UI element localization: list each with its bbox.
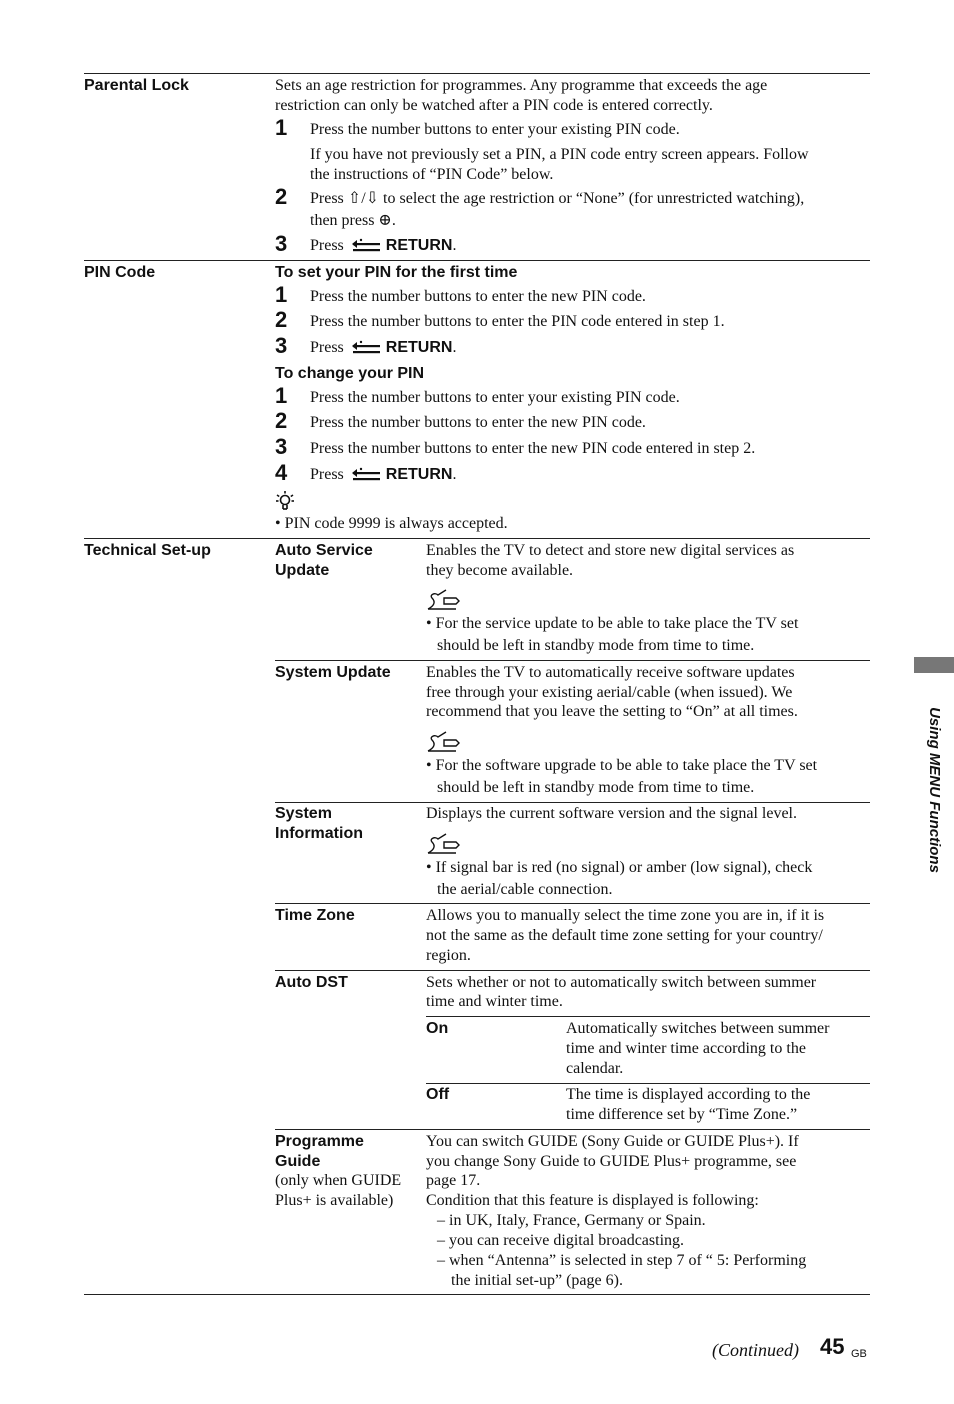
step-number: 1 bbox=[275, 383, 288, 408]
programme-guide-desc-3: page 17. bbox=[426, 1172, 481, 1189]
technical-setup-label: Technical Set-up bbox=[84, 542, 211, 559]
programme-guide-item-2: – you can receive digital broadcasting. bbox=[437, 1232, 685, 1249]
auto-service-label-1: Auto Service bbox=[275, 542, 373, 559]
programme-guide-sub-1: (only when GUIDE bbox=[275, 1172, 402, 1189]
parental-step-1: Press the number buttons to enter your existing PIN code. bbox=[310, 121, 680, 138]
parental-lock-label: Parental Lock bbox=[84, 77, 189, 94]
auto-dst-on-desc-2: time and winter time according to the bbox=[566, 1040, 806, 1057]
step-number: 2 bbox=[275, 184, 288, 209]
auto-service-note-2: should be left in standby mode from time to time. bbox=[437, 637, 755, 654]
pin-first-time-heading: To set your PIN for the first time bbox=[275, 264, 518, 281]
system-info-label-2: Information bbox=[275, 825, 363, 842]
press-text: Press bbox=[310, 237, 344, 254]
pin-ft-step-2: Press the number buttons to enter the PIN code entered in step 1. bbox=[310, 313, 725, 330]
auto-service-note-1: • For the service update to be able to take place the TV set bbox=[426, 615, 799, 632]
system-update-note-2: should be left in standby mode from time to time. bbox=[437, 779, 755, 796]
step-number: 2 bbox=[275, 408, 288, 433]
system-update-desc-2: free through your existing aerial/cable (when issued). We bbox=[426, 684, 793, 701]
auto-dst-off-label: Off bbox=[426, 1086, 450, 1103]
programme-guide-condition: Condition that this feature is displayed is following: bbox=[426, 1192, 759, 1209]
system-info-note-2: the aerial/cable connection. bbox=[437, 881, 613, 898]
auto-service-label-2: Update bbox=[275, 562, 330, 579]
pin-ch-step-3: Press the number buttons to enter the new PIN code entered in step 2. bbox=[310, 440, 756, 457]
auto-dst-on-desc-1: Automatically switches between summer bbox=[566, 1020, 830, 1037]
rule-auto-dst bbox=[275, 970, 870, 971]
note-pencil-icon bbox=[426, 588, 460, 612]
continued-label: (Continued) bbox=[712, 1340, 799, 1360]
system-update-desc-1: Enables the TV to automatically receive software updates bbox=[426, 664, 795, 681]
section-tab-marker bbox=[914, 657, 954, 673]
auto-dst-off-desc-1: The time is displayed according to the bbox=[566, 1086, 811, 1103]
hint-lightbulb-icon bbox=[275, 490, 295, 512]
page-region: GB bbox=[851, 1348, 867, 1360]
rule-system-info bbox=[275, 802, 870, 803]
section-side-title: Using MENU Functions bbox=[926, 707, 943, 873]
auto-dst-desc-1: Sets whether or not to automatically switch between summer bbox=[426, 974, 817, 991]
parental-lock-desc-2: restriction can only be watched after a PIN code is entered correctly. bbox=[275, 97, 713, 114]
rule-dst-off bbox=[426, 1083, 870, 1084]
time-zone-desc-2: not the same as the default time zone setting for your country/ bbox=[426, 927, 823, 944]
pin-ch-step-2: Press the number buttons to enter the new PIN code. bbox=[310, 414, 646, 431]
pin-hint-text: • PIN code 9999 is always accepted. bbox=[275, 515, 508, 532]
note-pencil-icon bbox=[426, 730, 460, 754]
pin-change-heading: To change your PIN bbox=[275, 365, 425, 382]
auto-service-desc-2: they become available. bbox=[426, 562, 574, 579]
time-zone-desc-1: Allows you to manually select the time zone you are in, if it is bbox=[426, 907, 825, 924]
press-text: Press bbox=[310, 466, 344, 483]
programme-guide-label-1: Programme bbox=[275, 1133, 364, 1150]
return-icon bbox=[352, 340, 382, 354]
system-update-label: System Update bbox=[275, 664, 391, 681]
step-number: 3 bbox=[275, 434, 288, 459]
step-number: 1 bbox=[275, 115, 288, 140]
pin-ft-step-3: Press RETURN. bbox=[310, 339, 457, 356]
time-zone-desc-3: region. bbox=[426, 947, 471, 964]
note-pencil-icon bbox=[426, 832, 460, 856]
parental-step-1-note-1: If you have not previously set a PIN, a PIN code entry screen appears. Follow bbox=[310, 146, 809, 163]
programme-guide-item-3-1: – when “Antenna” is selected in step 7 of “ 5: Performing bbox=[437, 1252, 807, 1269]
auto-service-desc-1: Enables the TV to detect and store new digital services as bbox=[426, 542, 795, 559]
system-info-desc: Displays the current software version and the signal level. bbox=[426, 805, 797, 822]
parental-step-3: Press RETURN. bbox=[310, 237, 457, 254]
system-info-note-1: • If signal bar is red (no signal) or amber (low signal), check bbox=[426, 859, 813, 876]
page-number: 45 bbox=[820, 1334, 845, 1359]
return-label: RETURN bbox=[385, 466, 453, 483]
rule-dst-on bbox=[426, 1016, 870, 1017]
rule-pin-code bbox=[84, 260, 870, 261]
time-zone-label: Time Zone bbox=[275, 907, 355, 924]
rule-time-zone bbox=[275, 903, 870, 904]
rule-bottom bbox=[84, 1294, 870, 1295]
step-number: 4 bbox=[275, 460, 288, 485]
rule-programme-guide bbox=[275, 1129, 870, 1130]
pin-ft-step-1: Press the number buttons to enter the new PIN code. bbox=[310, 288, 646, 305]
auto-dst-off-desc-2: time difference set by “Time Zone.” bbox=[566, 1106, 798, 1123]
system-update-desc-3: recommend that you leave the setting to “On” at all times. bbox=[426, 703, 798, 720]
return-icon bbox=[352, 467, 382, 481]
auto-dst-on-desc-3: calendar. bbox=[566, 1060, 624, 1077]
programme-guide-desc-2: you change Sony Guide to GUIDE Plus+ programme, see bbox=[426, 1153, 797, 1170]
step-number: 3 bbox=[275, 231, 288, 256]
rule-technical bbox=[84, 538, 870, 539]
return-icon bbox=[352, 238, 382, 252]
pin-ch-step-4: Press RETURN. bbox=[310, 466, 457, 483]
parental-step-2-1: Press ⇧/⇩ to select the age restriction or “None” (for unrestricted watching), bbox=[310, 190, 805, 207]
pin-ch-step-1: Press the number buttons to enter your existing PIN code. bbox=[310, 389, 680, 406]
rule-top bbox=[84, 73, 870, 74]
programme-guide-label-2: Guide bbox=[275, 1153, 321, 1170]
programme-guide-item-3-2: the initial set-up” (page 6). bbox=[451, 1272, 623, 1289]
return-label: RETURN bbox=[385, 237, 453, 254]
step-number: 2 bbox=[275, 307, 288, 332]
step-number: 3 bbox=[275, 333, 288, 358]
auto-dst-label: Auto DST bbox=[275, 974, 348, 991]
return-label: RETURN bbox=[385, 339, 453, 356]
parental-lock-desc-1: Sets an age restriction for programmes. Any programme that exceeds the age bbox=[275, 77, 768, 94]
auto-dst-desc-2: time and winter time. bbox=[426, 993, 563, 1010]
programme-guide-sub-2: Plus+ is available) bbox=[275, 1192, 394, 1209]
parental-step-1-note-2: the instructions of “PIN Code” below. bbox=[310, 166, 554, 183]
auto-dst-on-label: On bbox=[426, 1020, 449, 1037]
system-info-label-1: System bbox=[275, 805, 332, 822]
programme-guide-desc-1: You can switch GUIDE (Sony Guide or GUIDE Plus+). If bbox=[426, 1133, 799, 1150]
pin-code-label: PIN Code bbox=[84, 264, 156, 281]
system-update-note-1: • For the software upgrade to be able to take place the TV set bbox=[426, 757, 818, 774]
programme-guide-item-1: – in UK, Italy, France, Germany or Spain. bbox=[437, 1212, 706, 1229]
press-text: Press bbox=[310, 339, 344, 356]
step-number: 1 bbox=[275, 282, 288, 307]
rule-system-update bbox=[275, 660, 870, 661]
parental-step-2-2: then press ⊕. bbox=[310, 212, 396, 229]
